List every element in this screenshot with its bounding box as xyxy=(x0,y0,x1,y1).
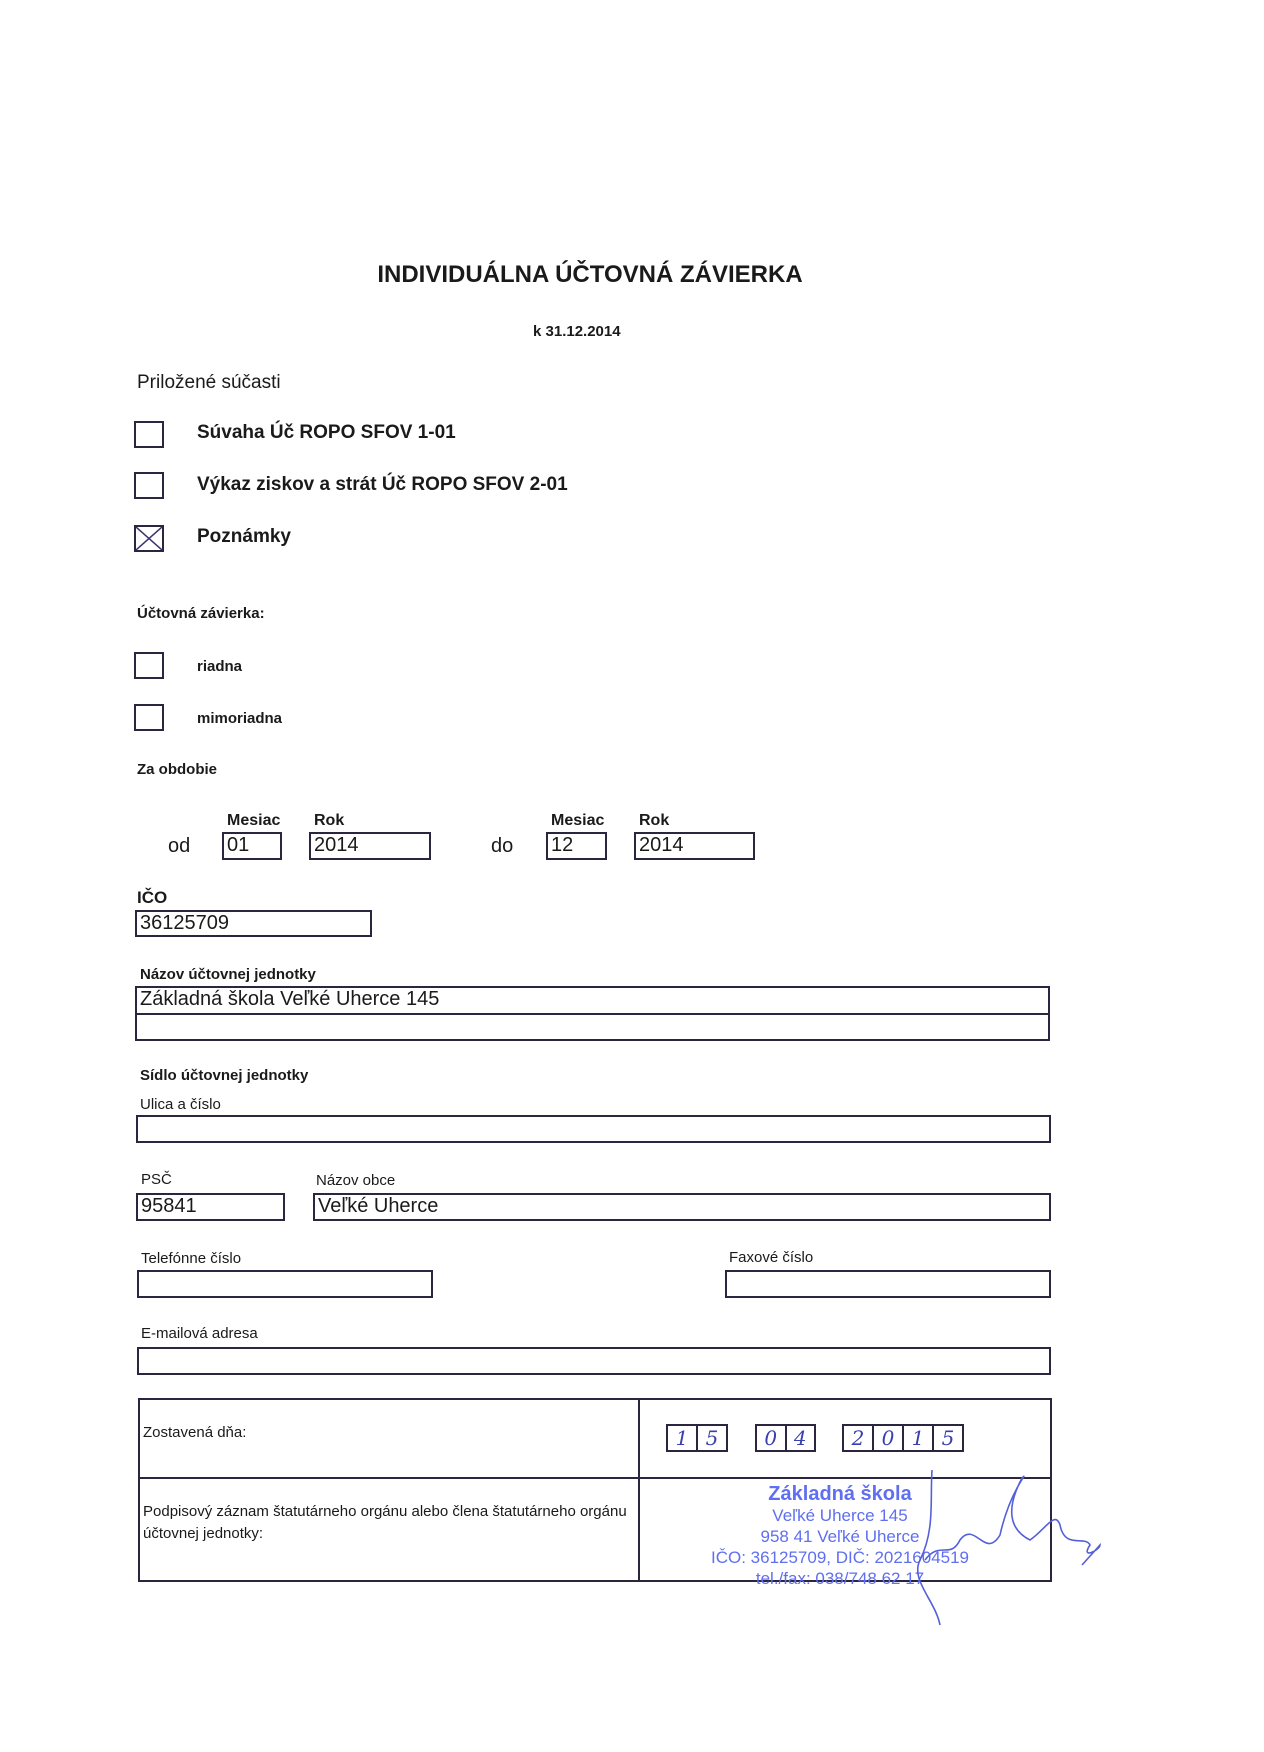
from-month-label: Mesiac xyxy=(227,812,281,829)
compiled-label: Zostavená dňa: xyxy=(143,1424,247,1441)
to-month-label: Mesiac xyxy=(551,812,605,829)
period-heading: Za obdobie xyxy=(137,761,217,778)
digit: 4 xyxy=(793,1426,807,1450)
digit: 1 xyxy=(668,1426,698,1450)
digit: 0 xyxy=(757,1426,787,1450)
psc-field[interactable]: 95841 xyxy=(136,1193,285,1221)
checkbox-suvaha[interactable] xyxy=(134,421,164,448)
stamp-line4: IČO: 36125709, DIČ: 2021604519 xyxy=(710,1548,970,1567)
checkbox-vykaz[interactable] xyxy=(134,472,164,499)
date-line: k 31.12.2014 xyxy=(533,323,621,340)
date-year-field[interactable] xyxy=(842,1424,964,1452)
checkbox-mimoriadna[interactable] xyxy=(134,704,164,731)
stamp-line3: 958 41 Veľké Uherce xyxy=(760,1527,920,1546)
phone-label: Telefónne číslo xyxy=(141,1250,242,1267)
digit: 1 xyxy=(904,1426,934,1450)
document-title: INDIVIDUÁLNA ÚČTOVNÁ ZÁVIERKA xyxy=(377,261,803,288)
label-vykaz: Výkaz ziskov a strát Úč ROPO SFOV 2-01 xyxy=(197,474,568,495)
from-label: od xyxy=(168,835,191,857)
date-day-field[interactable] xyxy=(666,1424,728,1452)
entity-name-line1[interactable]: Základná škola Veľké Uherce 145 xyxy=(137,988,1048,1015)
digit: 5 xyxy=(941,1426,955,1450)
digit: 5 xyxy=(705,1426,719,1450)
checkmark-x-icon xyxy=(136,527,162,550)
digit: 2 xyxy=(844,1426,874,1450)
fax-field[interactable] xyxy=(725,1270,1051,1298)
city-field[interactable]: Veľké Uherce xyxy=(313,1193,1051,1221)
stamp-line5: tel./fax: 038/748 62 17 xyxy=(755,1569,925,1588)
ico-field[interactable]: 36125709 xyxy=(135,910,372,937)
label-riadna: riadna xyxy=(197,658,243,675)
attachments-heading: Priložené súčasti xyxy=(137,372,281,393)
from-year-field[interactable]: 2014 xyxy=(309,832,431,860)
checkbox-poznamky[interactable] xyxy=(134,525,164,552)
fax-label: Faxové číslo xyxy=(729,1249,814,1266)
to-label: do xyxy=(491,835,514,857)
signature-label: Podpisový záznam štatutárneho orgánu alebo člena štatutárneho orgánu účtovnej jednotky: xyxy=(143,1503,627,1542)
to-month-field[interactable]: 12 xyxy=(546,832,607,860)
to-year-field[interactable]: 2014 xyxy=(634,832,755,860)
email-label: E-mailová adresa xyxy=(141,1325,258,1342)
to-year-label: Rok xyxy=(639,812,670,829)
street-label: Ulica a číslo xyxy=(140,1096,221,1113)
from-year-label: Rok xyxy=(314,812,345,829)
closing-type-heading: Účtovná závierka: xyxy=(137,605,265,622)
entity-name-box xyxy=(135,986,1050,1041)
label-suvaha: Súvaha Úč ROPO SFOV 1-01 xyxy=(197,422,456,443)
email-field[interactable] xyxy=(137,1347,1051,1375)
seat-heading: Sídlo účtovnej jednotky xyxy=(140,1067,309,1084)
checkbox-riadna[interactable] xyxy=(134,652,164,679)
from-month-field[interactable]: 01 xyxy=(222,832,282,860)
label-mimoriadna: mimoriadna xyxy=(197,710,283,727)
street-field[interactable] xyxy=(136,1115,1051,1143)
ico-label: IČO xyxy=(137,888,168,907)
phone-field[interactable] xyxy=(137,1270,433,1298)
stamp-line2: Veľké Uherce 145 xyxy=(772,1506,908,1525)
digit: 0 xyxy=(874,1426,904,1450)
table-divider-horizontal xyxy=(140,1477,1050,1479)
psc-label: PSČ xyxy=(141,1171,172,1188)
entity-name-line2[interactable] xyxy=(137,1015,1048,1039)
date-month-field[interactable] xyxy=(755,1424,816,1452)
label-poznamky: Poznámky xyxy=(197,526,291,547)
stamp-line1: Základná škola xyxy=(768,1483,912,1505)
entity-name-label: Názov účtovnej jednotky xyxy=(140,966,316,983)
city-label: Názov obce xyxy=(316,1172,396,1189)
